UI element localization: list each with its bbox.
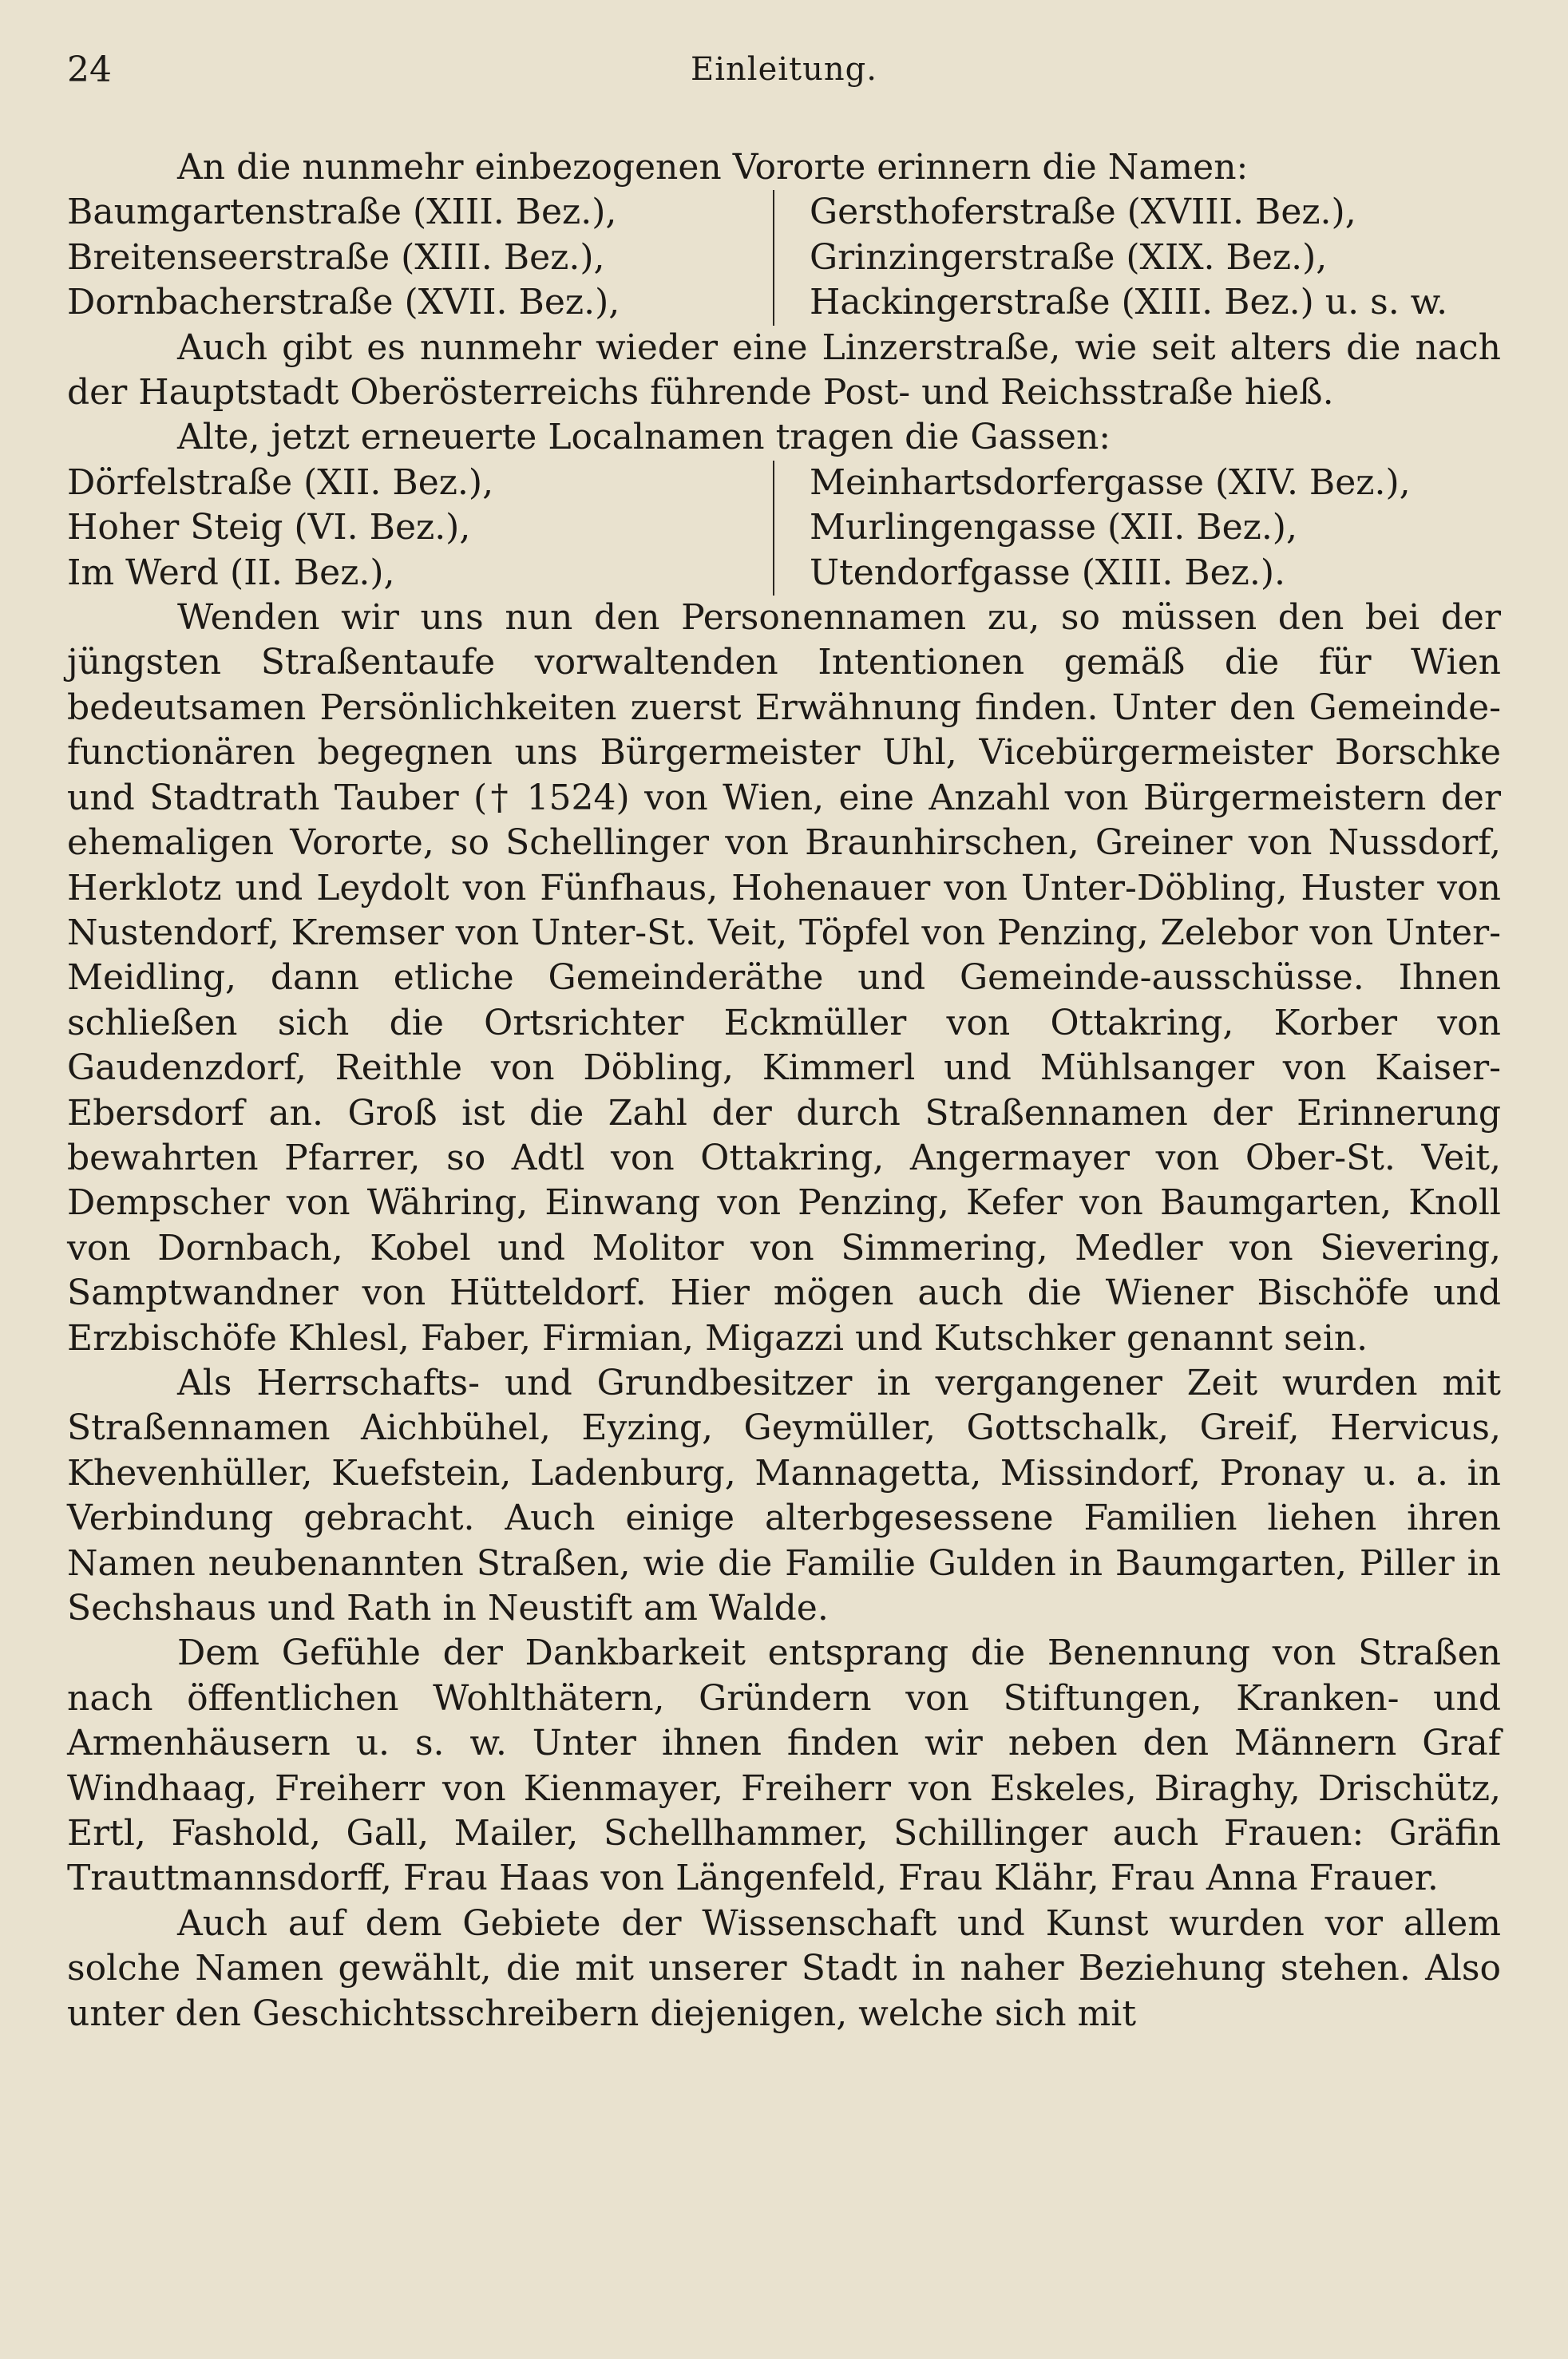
paragraph: Als Herrschafts- und Grundbesitzer in vergangener Zeit wurden mit Straßennamen Aichbühel, Eyzing, Geymüller, Gottschalk, Greif, Hervicus, Khevenhüller, Kuefstein, Ladenburg, Mannagetta, Missindorf, Pronay u. a. in Verbindung gebracht. Auch einige alterbgesessene Familien liehen ihren Namen neubenannten Straßen, wie die Familie Gulden in Baumgarten, Piller in Sechshaus und Rath in Neustift am Walde.	[67, 1362, 1501, 1629]
list-item: Grinzingerstraße (XIX. Bez.),	[810, 236, 1328, 278]
paragraph: Alte, jetzt erneuerte Localnamen tragen die Gassen:	[177, 417, 1111, 458]
street-list-left	[67, 461, 773, 596]
paragraph: Wenden wir uns nun den Personennamen zu, so müssen den bei der jüngsten Straßentaufe vorwaltenden Intentionen gemäß die für Wien bedeutsamen Persönlichkeiten zuerst Erwähnung finden. Unter den Gemeinde-functionären begegnen uns Bürgermeister Uhl, Vicebürgermeister Borschke und Stadtrath Tauber († 1524) von Wien, eine Anzahl von Bürgermeistern der ehemaligen Vororte, so Schellinger von Braunhirschen, Greiner von Nussdorf, Herklotz und Leydolt von Fünfhaus, Hohenauer von Unter-Döbling, Huster von Nustendorf, Kremser von Unter-St. Veit, Töpfel von Penzing, Zelebor von Unter-Meidling, dann etliche Gemeinderäthe und Gemeinde-ausschüsse. Ihnen schließen sich die Ortsrichter Eckmüller von Ottakring, Korber von Gaudenzdorf, Reithle von Döbling, Kimmerl und Mühlsanger von Kaiser-Ebersdorf an. Groß ist die Zahl der durch Straßennamen der Erinnerung bewahrten Pfarrer, so Adtl von Ottakring, Angermayer von Ober-St. Veit, Dempscher von Währing, Einwang von Penzing, Kefer von Baumgarten, Knoll von Dornbach, Kobel und Molitor von Simmering, Medler von Sievering, Samptwandner von Hütteldorf. Hier mögen auch die Wiener Bischöfe und Erzbischöfe Khlesl, Faber, Firmian, Migazzi und Kutschker genannt sein.	[67, 597, 1501, 1359]
running-title: Einleitung.	[691, 51, 877, 88]
street-list-left	[67, 190, 773, 325]
page-header	[67, 49, 1501, 97]
street-list	[67, 461, 1501, 596]
list-item: Im Werd (II. Bez.),	[67, 552, 395, 593]
list-item: Breitenseerstraße (XIII. Bez.),	[67, 236, 605, 278]
paragraph: Auch gibt es nunmehr wieder eine Linzerstraße, wie seit alters die nach der Hauptstadt Oberösterreichs führende Post- und Reichsstraße hieß.	[67, 327, 1501, 414]
list-item: Murlingengasse (XII. Bez.),	[810, 507, 1297, 548]
street-list-right	[773, 461, 1501, 596]
list-item: Meinhartsdorfergasse (XIV. Bez.),	[810, 461, 1411, 503]
paragraph: Dem Gefühle der Dankbarkeit entsprang die Benennung von Straßen nach öffentlichen Wohlthätern, Gründern von Stiftungen, Kranken- und Armenhäusern u. s. w. Unter ihnen finden wir neben den Männern Graf Windhaag, Freiherr von Kienmayer, Freiherr von Eskeles, Biraghy, Drischütz, Ertl, Fashold, Gall, Mailer, Schellhammer, Schillinger auch Frauen: Gräfin Trauttmannsdorff, Frau Haas von Längenfeld, Frau Klähr, Frau Anna Frauer.	[67, 1633, 1501, 1899]
list-item: Utendorfgasse (XIII. Bez.).	[810, 552, 1285, 593]
paragraph: Auch auf dem Gebiete der Wissenschaft und Kunst wurden vor allem solche Namen gewählt, die mit unserer Stadt in naher Beziehung stehen. Also unter den Geschichtsschreibern diejenigen, welche sich mit	[67, 1902, 1501, 2034]
paragraph: An die nunmehr einbezogenen Vororte erinnern die Namen:	[177, 147, 1249, 188]
list-item: Dörfelstraße (XII. Bez.),	[67, 461, 494, 503]
page-number: 24	[67, 49, 112, 90]
list-item: Hoher Steig (VI. Bez.),	[67, 507, 471, 548]
list-item: Dornbacherstraße (XVII. Bez.),	[67, 282, 620, 323]
street-list-right	[773, 190, 1501, 325]
list-item: Gersthoferstraße (XVIII. Bez.),	[810, 192, 1356, 233]
list-item: Hackingerstraße (XIII. Bez.) u. s. w.	[810, 282, 1448, 323]
list-item: Baumgartenstraße (XIII. Bez.),	[67, 192, 617, 233]
street-list	[67, 190, 1501, 325]
page-body	[67, 145, 1501, 2036]
